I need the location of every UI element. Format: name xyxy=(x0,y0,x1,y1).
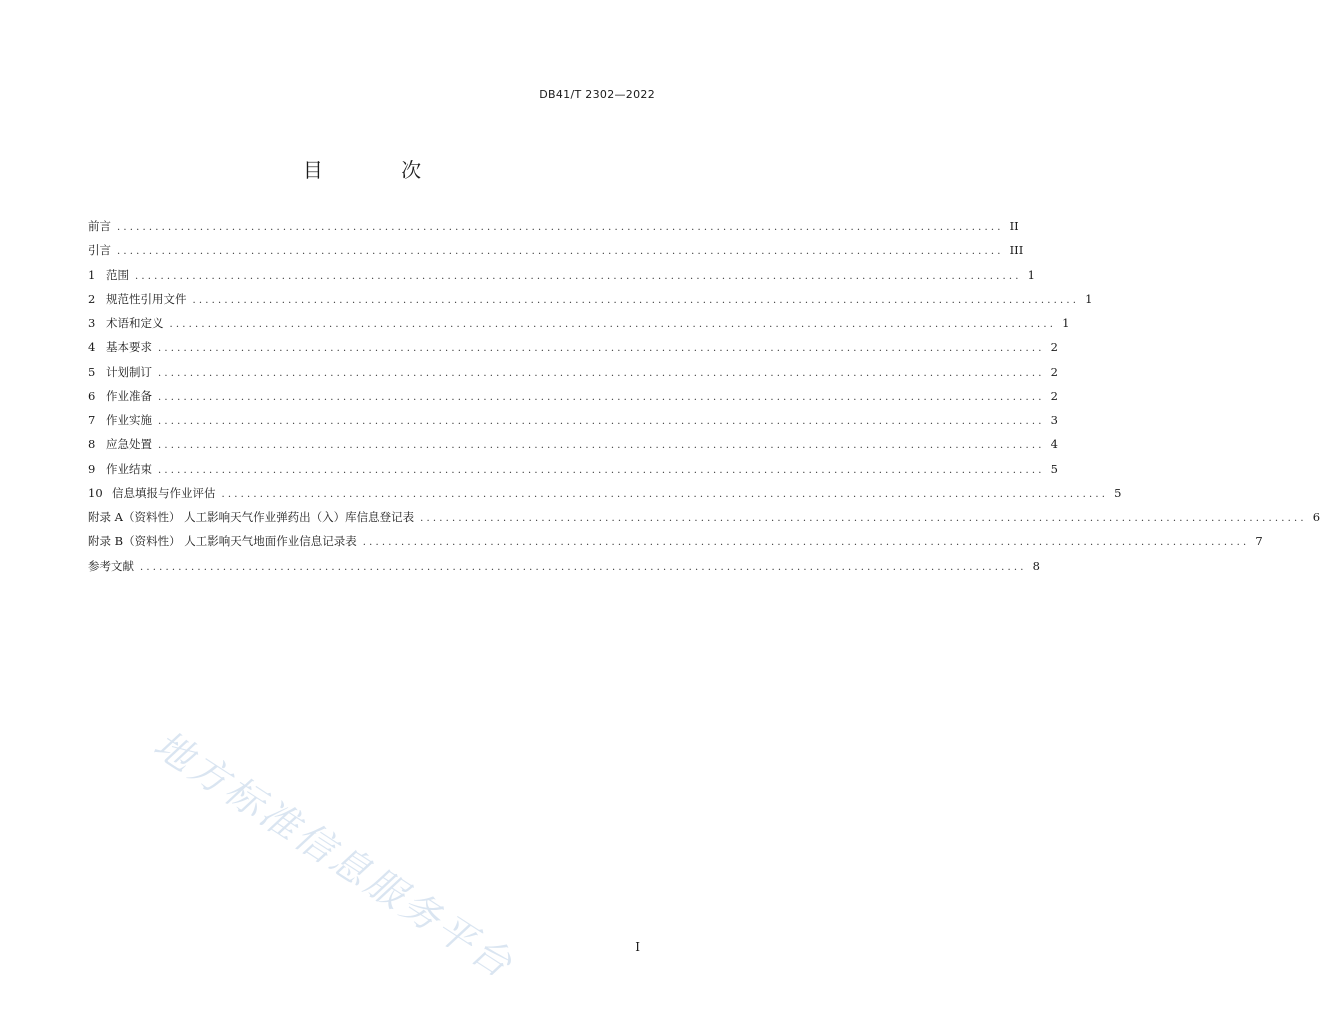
toc-entry-bibliography[interactable] xyxy=(88,558,1040,582)
toc-leader-dots: ........................................................................................................................................... xyxy=(158,367,1045,379)
toc-entry-label: 基本要求 xyxy=(106,340,152,355)
toc-entry-basic-requirements[interactable] xyxy=(88,339,1058,363)
toc-leader-dots: ........................................................................................................................................... xyxy=(192,294,1080,306)
watermark: 地方标准信息服务平台 xyxy=(146,721,523,988)
toc-entry-label-wrap xyxy=(88,339,152,355)
toc-entry-introduction[interactable] xyxy=(88,242,1024,266)
toc-entry-label-wrap xyxy=(88,412,152,428)
toc-leader-dots: ........................................................................................................................................... xyxy=(117,222,1004,233)
toc-leader-dots: ........................................................................................................................................... xyxy=(158,464,1045,476)
toc-title: 目 次 xyxy=(302,158,458,182)
toc-leader-dots: ........................................................................................................................................... xyxy=(158,440,1045,452)
toc-leader-dots: ........................................................................................................................................... xyxy=(158,391,1045,403)
toc-leader-dots: ........................................................................................................................................... xyxy=(140,561,1027,573)
toc-entry-label: 前言 xyxy=(88,219,111,233)
toc-entry-reporting[interactable] xyxy=(88,485,1122,509)
table-of-contents xyxy=(88,218,1320,582)
toc-leader-dots: ........................................................................................................................................... xyxy=(362,537,1250,549)
toc-page-number: 6 xyxy=(1312,510,1320,524)
toc-page-number: 1 xyxy=(1085,291,1093,306)
toc-leader-dots: ........................................................................................................................................... xyxy=(158,343,1045,355)
toc-leader-dots: ........................................................................................................................................... xyxy=(135,270,1022,282)
toc-entry-number: 7 xyxy=(88,413,96,427)
toc-entry-label-wrap xyxy=(88,267,129,283)
toc-page-number: III xyxy=(1009,243,1024,258)
toc-entry-appendix-a[interactable] xyxy=(88,509,1320,533)
toc-entry-label: 作业结束 xyxy=(106,461,152,476)
toc-entry-label-wrap xyxy=(88,461,152,477)
toc-entry-label: 附录 B（资料性） 人工影响天气地面作业信息记录表 xyxy=(88,534,357,549)
toc-page-number: 2 xyxy=(1050,364,1058,379)
toc-page-number: 7 xyxy=(1255,534,1263,549)
toc-entry-normative-references[interactable] xyxy=(88,291,1093,315)
toc-page-number: 2 xyxy=(1050,388,1058,403)
toc-page-number: 5 xyxy=(1050,461,1058,476)
toc-page-number: 1 xyxy=(1027,267,1035,282)
toc-entry-label: 作业实施 xyxy=(106,413,152,427)
toc-entry-label-wrap xyxy=(88,291,187,307)
toc-entry-foreword[interactable] xyxy=(88,218,1019,242)
toc-entry-planning[interactable] xyxy=(88,364,1058,388)
toc-entry-label-wrap xyxy=(88,388,152,404)
toc-entry-label: 附录 A（资料性） 人工影响天气作业弹药出（入）库信息登记表 xyxy=(88,510,415,524)
toc-leader-dots: ........................................................................................................................................... xyxy=(420,513,1307,524)
toc-entry-appendix-b[interactable] xyxy=(88,533,1263,557)
toc-entry-emergency[interactable] xyxy=(88,436,1058,460)
page-number: I xyxy=(635,940,640,954)
toc-entry-number: 6 xyxy=(88,388,96,403)
toc-page-number: 3 xyxy=(1050,413,1058,427)
toc-entry-implementation[interactable] xyxy=(88,412,1058,436)
toc-page-number: 1 xyxy=(1062,316,1070,330)
toc-entry-label: 引言 xyxy=(88,243,111,258)
toc-entry-label: 作业准备 xyxy=(106,388,152,403)
document-code: DB41/T 2302—2022 xyxy=(539,88,655,101)
toc-leader-dots: ........................................................................................................................................... xyxy=(221,488,1109,500)
toc-entry-label-wrap xyxy=(88,364,152,380)
toc-entry-label: 术语和定义 xyxy=(106,316,164,330)
toc-page-number: 2 xyxy=(1050,340,1058,355)
toc-entry-label: 参考文献 xyxy=(88,558,134,573)
toc-entry-label: 范围 xyxy=(106,267,129,282)
toc-page-number: 5 xyxy=(1114,485,1122,500)
toc-entry-number: 8 xyxy=(88,437,96,452)
toc-entry-label: 计划制订 xyxy=(106,364,152,379)
toc-entry-label-wrap xyxy=(88,315,164,331)
toc-leader-dots: ........................................................................................................................................... xyxy=(117,246,1004,258)
toc-page-number: 4 xyxy=(1050,437,1058,452)
toc-page-number: II xyxy=(1009,219,1019,233)
toc-entry-number: 5 xyxy=(88,364,96,379)
toc-entry-label: 信息填报与作业评估 xyxy=(112,485,216,500)
toc-entry-number: 10 xyxy=(88,485,103,500)
toc-leader-dots: ........................................................................................................................................... xyxy=(169,319,1057,330)
toc-leader-dots: ........................................................................................................................................... xyxy=(158,416,1045,427)
toc-entry-number: 9 xyxy=(88,461,96,476)
toc-entry-label-wrap xyxy=(88,436,152,452)
toc-entry-label-wrap xyxy=(88,485,216,501)
toc-entry-terms[interactable] xyxy=(88,315,1070,339)
toc-entry-number: 2 xyxy=(88,291,96,306)
toc-page-number: 8 xyxy=(1032,558,1040,573)
toc-entry-label: 规范性引用文件 xyxy=(106,291,187,306)
toc-entry-number: 1 xyxy=(88,267,96,282)
toc-entry-number: 4 xyxy=(88,340,96,355)
toc-entry-scope[interactable] xyxy=(88,267,1035,291)
toc-entry-preparation[interactable] xyxy=(88,388,1058,412)
toc-entry-completion[interactable] xyxy=(88,461,1058,485)
toc-entry-label: 应急处置 xyxy=(106,437,152,452)
toc-entry-number: 3 xyxy=(88,316,96,330)
